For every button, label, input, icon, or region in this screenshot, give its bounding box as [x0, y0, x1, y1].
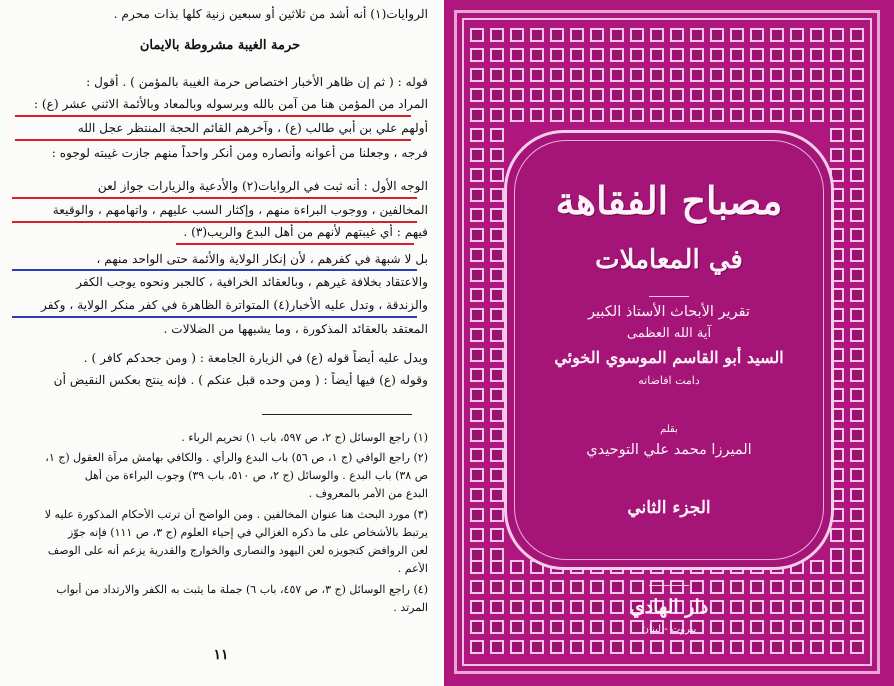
ornament-tile	[730, 88, 744, 102]
ornament-tile	[850, 88, 864, 102]
ornament-tile	[850, 408, 864, 422]
ornament-tile	[470, 88, 484, 102]
ornament-tile	[850, 68, 864, 82]
text-line: فرجه ، وجعلنا من أعوانه وأنصاره ومن أنكر واحداً منهم جازت غيبته لوجوه :	[51, 146, 428, 160]
ornament-tile	[610, 640, 624, 654]
footnote-line: (٤) راجع الوسائل (ج ٣، ص ٤٥٧، باب ٦) جملة ما يثبت به الكفر والارتداد من أبواب	[56, 583, 428, 596]
footnote-line: يرتبط بالأشخاص على ما ذكره الغزالي في إحياء العلوم (ج ٣، ص ١١١) فإنه جوّز	[67, 526, 428, 539]
ornament-tile	[470, 408, 484, 422]
ornament-tile	[670, 68, 684, 82]
ornament-tile	[610, 88, 624, 102]
divider	[649, 296, 689, 297]
ornament-tile	[490, 560, 504, 574]
footnote-line: ص ٣٨) باب البدع . والوسائل (ج ٢، ص ٥١٠، باب ٣٩) وجوب البراءة من أهل	[84, 469, 428, 482]
ornament-tile	[730, 68, 744, 82]
ornament-tile	[470, 560, 484, 574]
ornament-tile	[510, 640, 524, 654]
footnote-rule	[262, 414, 412, 415]
ornament-tile	[530, 108, 544, 122]
ornament-tile	[630, 580, 644, 594]
text-line: والاعتقاد بخلافة غيرهم ، وبالعقائد الخرافية ، كالجبر ونحوه يوجب الكفر	[76, 275, 428, 289]
ornament-tile	[850, 560, 864, 574]
text-line: ويدل عليه أيضاً قوله (ع) في الزيارة الجامعة : ( ومن جحدكم كافر ) .	[83, 351, 428, 365]
ornament-tile	[470, 188, 484, 202]
red-underline	[15, 115, 411, 117]
ornament-tile	[850, 168, 864, 182]
ornament-tile	[850, 288, 864, 302]
ornament-tile	[710, 28, 724, 42]
ornament-tile	[550, 88, 564, 102]
ornament-tile	[610, 48, 624, 62]
ornament-tile	[550, 108, 564, 122]
ornament-tile	[630, 68, 644, 82]
ornament-tile	[590, 48, 604, 62]
ornament-tile	[610, 580, 624, 594]
ornament-tile	[850, 428, 864, 442]
ornament-tile	[470, 580, 484, 594]
ornament-tile	[690, 28, 704, 42]
ornament-tile	[510, 580, 524, 594]
ornament-tile	[790, 580, 804, 594]
publisher-city: بيروت - لبنان	[641, 624, 697, 635]
ornament-tile	[490, 248, 504, 262]
ornament-tile	[490, 108, 504, 122]
ornament-tile	[810, 108, 824, 122]
ornament-tile	[590, 580, 604, 594]
ornament-tile	[670, 108, 684, 122]
cover-line: دامت افاضاته	[638, 374, 700, 387]
ornament-tile	[630, 108, 644, 122]
cover-line: آية الله العظمى	[626, 326, 712, 341]
ornament-tile	[470, 108, 484, 122]
ornament-tile	[690, 640, 704, 654]
ornament-tile	[490, 528, 504, 542]
ornament-tile	[790, 108, 804, 122]
ornament-tile	[570, 88, 584, 102]
ornament-tile	[730, 580, 744, 594]
ornament-tile	[810, 560, 824, 574]
ornament-tile	[750, 108, 764, 122]
ornament-tile	[650, 640, 664, 654]
ornament-tile	[530, 640, 544, 654]
ornament-tile	[470, 248, 484, 262]
ornament-tile	[850, 468, 864, 482]
ornament-tile	[610, 68, 624, 82]
ornament-tile	[490, 388, 504, 402]
ornament-tile	[830, 148, 844, 162]
ornament-tile	[850, 308, 864, 322]
ornament-tile	[510, 108, 524, 122]
ornament-tile	[530, 48, 544, 62]
ornament-tile	[550, 640, 564, 654]
ornament-tile	[850, 268, 864, 282]
ornament-tile	[490, 600, 504, 614]
ornament-tile	[730, 108, 744, 122]
ornament-tile	[850, 580, 864, 594]
ornament-tile	[650, 88, 664, 102]
ornament-tile	[610, 28, 624, 42]
ornament-tile	[750, 640, 764, 654]
ornament-tile	[470, 448, 484, 462]
ornament-tile	[670, 48, 684, 62]
ornament-tile	[830, 600, 844, 614]
ornament-tile	[490, 348, 504, 362]
ornament-tile	[490, 448, 504, 462]
ornament-tile	[510, 28, 524, 42]
ornament-tile	[530, 68, 544, 82]
ornament-tile	[490, 308, 504, 322]
ornament-tile	[730, 28, 744, 42]
ornament-tile	[790, 28, 804, 42]
ornament-tile	[510, 560, 524, 574]
text-line: بل لا شبهة في كفرهم ، لأن إنكار الولاية والأئمة حتى الواحد منهم ،	[96, 252, 428, 266]
ornament-tile	[830, 548, 844, 562]
ornament-tile	[830, 28, 844, 42]
ornament-tile	[710, 48, 724, 62]
ornament-tile	[710, 580, 724, 594]
ornament-tile	[850, 208, 864, 222]
footnote-line: (٣) مورد البحث هنا عنوان المخالفين . ومن الواضح أن ترتب الأحكام المذكورة عليه لا	[44, 508, 428, 521]
ornament-tile	[630, 640, 644, 654]
ornament-tile	[670, 28, 684, 42]
ornament-tile	[730, 48, 744, 62]
ornament-tile	[490, 408, 504, 422]
text-line: المراد من المؤمن هنا من آمن بالله وبرسوله وبالمعاد وبالأئمة الاثني عشر (ع) :	[33, 97, 428, 111]
footnote-line: (١) راجع الوسائل (ج ٢، ص ٥٩٧، باب ١) تحريم الرباء .	[181, 431, 428, 444]
footnote-line: الأعم .	[397, 562, 428, 575]
footnote-line: (٢) راجع الوافي (ج ١، ص ٥٦) باب البدع والرأي . والكافي بهامش مرآة العقول (ج ١،	[45, 451, 428, 464]
ornament-tile	[850, 348, 864, 362]
ornament-tile	[630, 28, 644, 42]
red-underline	[12, 197, 417, 199]
ornament-tile	[690, 68, 704, 82]
ornament-tile	[650, 28, 664, 42]
text-line: والزندقة ، وتدل عليه الأخبار(٤) المتواترة الظاهرة في كفر منكر الولاية ، وكفر	[40, 298, 428, 312]
ornament-tile	[830, 128, 844, 142]
ornament-tile	[470, 528, 484, 542]
top-line: الروايات(١) أنه أشد من ثلاثين أو سبعين زنية كلها بذات محرم .	[113, 7, 428, 21]
ornament-tile	[470, 28, 484, 42]
ornament-tile	[490, 28, 504, 42]
ornament-tile	[750, 48, 764, 62]
ornament-tile	[810, 48, 824, 62]
ornament-tile	[830, 620, 844, 634]
ornament-tile	[570, 108, 584, 122]
red-underline	[12, 221, 417, 223]
ornament-tile	[490, 428, 504, 442]
ornament-tile	[650, 108, 664, 122]
ornament-tile	[850, 228, 864, 242]
ornament-tile	[710, 640, 724, 654]
ornament-tile	[530, 28, 544, 42]
ornament-tile	[770, 28, 784, 42]
ornament-tile	[470, 488, 484, 502]
ornament-tile	[470, 68, 484, 82]
ornament-tile	[790, 48, 804, 62]
text-line: المخالفين ، ووجوب البراءة منهم ، وإكثار السب عليهم ، واتهامهم ، والوقيعة	[52, 203, 428, 217]
text-line: المعتقد بالعقائد المذكورة ، وما يشبهها من الضلالات .	[163, 322, 428, 336]
ornament-tile	[630, 48, 644, 62]
ornament-tile	[670, 580, 684, 594]
ornament-tile	[470, 640, 484, 654]
red-underline	[15, 139, 411, 141]
ornament-tile	[490, 640, 504, 654]
ornament-tile	[490, 88, 504, 102]
text-line: وقوله (ع) فيها أيضاً : ( ومن وحده قبل عنكم ) . فإنه ينتج بعكس النقيض أن	[53, 373, 428, 387]
ornament-tile	[490, 48, 504, 62]
ornament-tile	[470, 468, 484, 482]
ornament-tile	[490, 288, 504, 302]
ornament-tile	[590, 88, 604, 102]
ornament-tile	[650, 48, 664, 62]
ornament-tile	[770, 108, 784, 122]
ornament-tile	[750, 88, 764, 102]
ornament-tile	[470, 388, 484, 402]
ornament-tile	[490, 68, 504, 82]
ornament-tile	[490, 228, 504, 242]
ornament-tile	[810, 68, 824, 82]
ornament-tile	[770, 580, 784, 594]
cover-author: الميرزا محمد علي التوحيدي	[586, 442, 752, 458]
ornament-tile	[470, 168, 484, 182]
ornament-tile	[550, 580, 564, 594]
ornament-tile	[850, 48, 864, 62]
ornament-tile	[610, 108, 624, 122]
ornament-tile	[470, 308, 484, 322]
ornament-tile	[790, 88, 804, 102]
ornament-tile	[850, 128, 864, 142]
ornament-tile	[730, 640, 744, 654]
ornament-tile	[630, 88, 644, 102]
ornament-tile	[570, 28, 584, 42]
ornament-tile	[470, 208, 484, 222]
ornament-tile	[470, 288, 484, 302]
cover-author-scholar: السيد أبو القاسم الموسوي الخوئي	[554, 348, 784, 367]
ornament-tile	[850, 108, 864, 122]
ornament-tile	[590, 68, 604, 82]
ornament-tile	[850, 248, 864, 262]
ornament-tile	[490, 128, 504, 142]
ornament-tile	[850, 148, 864, 162]
ornament-tile	[550, 68, 564, 82]
ornament-tile	[510, 88, 524, 102]
ornament-tile	[470, 428, 484, 442]
ornament-tile	[490, 580, 504, 594]
ornament-tile	[810, 580, 824, 594]
text-line: فيهم : أي غيبتهم لأنهم من أهل البدع والريب(٣) .	[183, 225, 428, 239]
ornament-tile	[850, 488, 864, 502]
ornament-tile	[490, 148, 504, 162]
ornament-tile	[490, 508, 504, 522]
ornament-tile	[570, 640, 584, 654]
ornament-tile	[490, 620, 504, 634]
ornament-tile	[790, 640, 804, 654]
ornament-tile	[530, 580, 544, 594]
ornament-tile	[670, 640, 684, 654]
ornament-tile	[690, 580, 704, 594]
ornament-tile	[490, 268, 504, 282]
text-line: قوله : ( ثم إن ظاهر الأخبار اختصاص حرمة الغيبة بالمؤمن ) . أقول :	[86, 75, 428, 89]
ornament-tile	[750, 580, 764, 594]
ornament-tile	[850, 548, 864, 562]
ornament-tile	[790, 68, 804, 82]
ornament-tile	[830, 528, 844, 542]
cover-line: تقرير الأبحاث الأستاذ الكبير	[588, 304, 750, 320]
ornament-tile	[850, 620, 864, 634]
ornament-tile	[770, 48, 784, 62]
ornament-tile	[570, 68, 584, 82]
blue-underline	[12, 316, 417, 318]
ornament-tile	[490, 188, 504, 202]
ornament-tile	[850, 328, 864, 342]
ornament-tile	[770, 640, 784, 654]
ornament-tile	[590, 28, 604, 42]
ornament-tile	[490, 488, 504, 502]
ornament-tile	[830, 108, 844, 122]
ornament-tile	[850, 448, 864, 462]
ornament-tile	[570, 48, 584, 62]
blue-underline	[12, 269, 417, 271]
scanned-page	[0, 0, 444, 686]
ornament-tile	[750, 68, 764, 82]
ornament-tile	[830, 48, 844, 62]
ornament-tile	[590, 640, 604, 654]
divider	[649, 585, 689, 586]
ornament-tile	[550, 28, 564, 42]
ornament-tile	[830, 560, 844, 574]
ornament-tile	[710, 88, 724, 102]
ornament-tile	[830, 580, 844, 594]
section-heading: حرمة الغيبة مشروطة بالايمان	[139, 38, 301, 53]
ornament-tile	[570, 580, 584, 594]
footnote-line: المرتد .	[393, 601, 428, 614]
text-line: الوجه الأول : أنه ثبت في الروايات(٢) والأدعية والزيارات جواز لعن	[97, 179, 428, 193]
cover-title: مصباح الفقاهة	[555, 178, 783, 223]
ornament-tile	[470, 620, 484, 634]
ornament-tile	[850, 368, 864, 382]
ornament-tile	[470, 48, 484, 62]
page-number: ١١	[213, 647, 229, 663]
red-underline	[176, 243, 414, 245]
ornament-tile	[770, 88, 784, 102]
ornament-tile	[490, 548, 504, 562]
ornament-tile	[850, 640, 864, 654]
ornament-tile	[850, 600, 864, 614]
ornament-tile	[850, 188, 864, 202]
ornament-tile	[470, 508, 484, 522]
text-line: أولهم علي بن أبي طالب (ع) ، وآخرهم القائم الحجة المنتظر عجل الله	[77, 121, 428, 135]
ornament-tile	[470, 368, 484, 382]
ornament-tile	[850, 28, 864, 42]
volume-label: الجزء الثاني	[627, 498, 711, 518]
ornament-tile	[470, 128, 484, 142]
ornament-tile	[470, 548, 484, 562]
ornament-tile	[650, 580, 664, 594]
ornament-tile	[810, 640, 824, 654]
ornament-tile	[710, 68, 724, 82]
cover-subtitle: في المعاملات	[595, 245, 743, 275]
ornament-tile	[690, 88, 704, 102]
ornament-tile	[770, 68, 784, 82]
ornament-tile	[810, 28, 824, 42]
ornament-tile	[850, 508, 864, 522]
ornament-tile	[490, 328, 504, 342]
ornament-tile	[490, 208, 504, 222]
ornament-tile	[710, 108, 724, 122]
ornament-tile	[470, 328, 484, 342]
author-prefix: بقلم	[660, 424, 678, 435]
ornament-tile	[470, 148, 484, 162]
ornament-tile	[510, 48, 524, 62]
footnote-line: البدع من الأمر بالمعروف .	[308, 487, 428, 500]
ornament-tile	[470, 268, 484, 282]
ornament-tile	[490, 168, 504, 182]
ornament-tile	[550, 48, 564, 62]
ornament-tile	[750, 28, 764, 42]
ornament-tile	[690, 48, 704, 62]
ornament-tile	[490, 368, 504, 382]
ornament-tile	[470, 600, 484, 614]
ornament-tile	[850, 528, 864, 542]
ornament-tile	[590, 108, 604, 122]
ornament-tile	[490, 468, 504, 482]
ornament-tile	[670, 88, 684, 102]
ornament-tile	[650, 68, 664, 82]
book-cover	[444, 0, 894, 686]
ornament-tile	[850, 388, 864, 402]
ornament-tile	[830, 640, 844, 654]
ornament-tile	[470, 228, 484, 242]
footnote-line: لعن الروافض كتجويزه لعن اليهود والنصارى والخوارج والقدرية يزعم أنه على الوصف	[47, 544, 428, 557]
ornament-tile	[510, 68, 524, 82]
ornament-tile	[830, 88, 844, 102]
ornament-tile	[830, 68, 844, 82]
ornament-tile	[530, 88, 544, 102]
ornament-tile	[810, 88, 824, 102]
publisher-name: دار الهادي	[629, 596, 709, 618]
ornament-tile	[470, 348, 484, 362]
ornament-tile	[690, 108, 704, 122]
